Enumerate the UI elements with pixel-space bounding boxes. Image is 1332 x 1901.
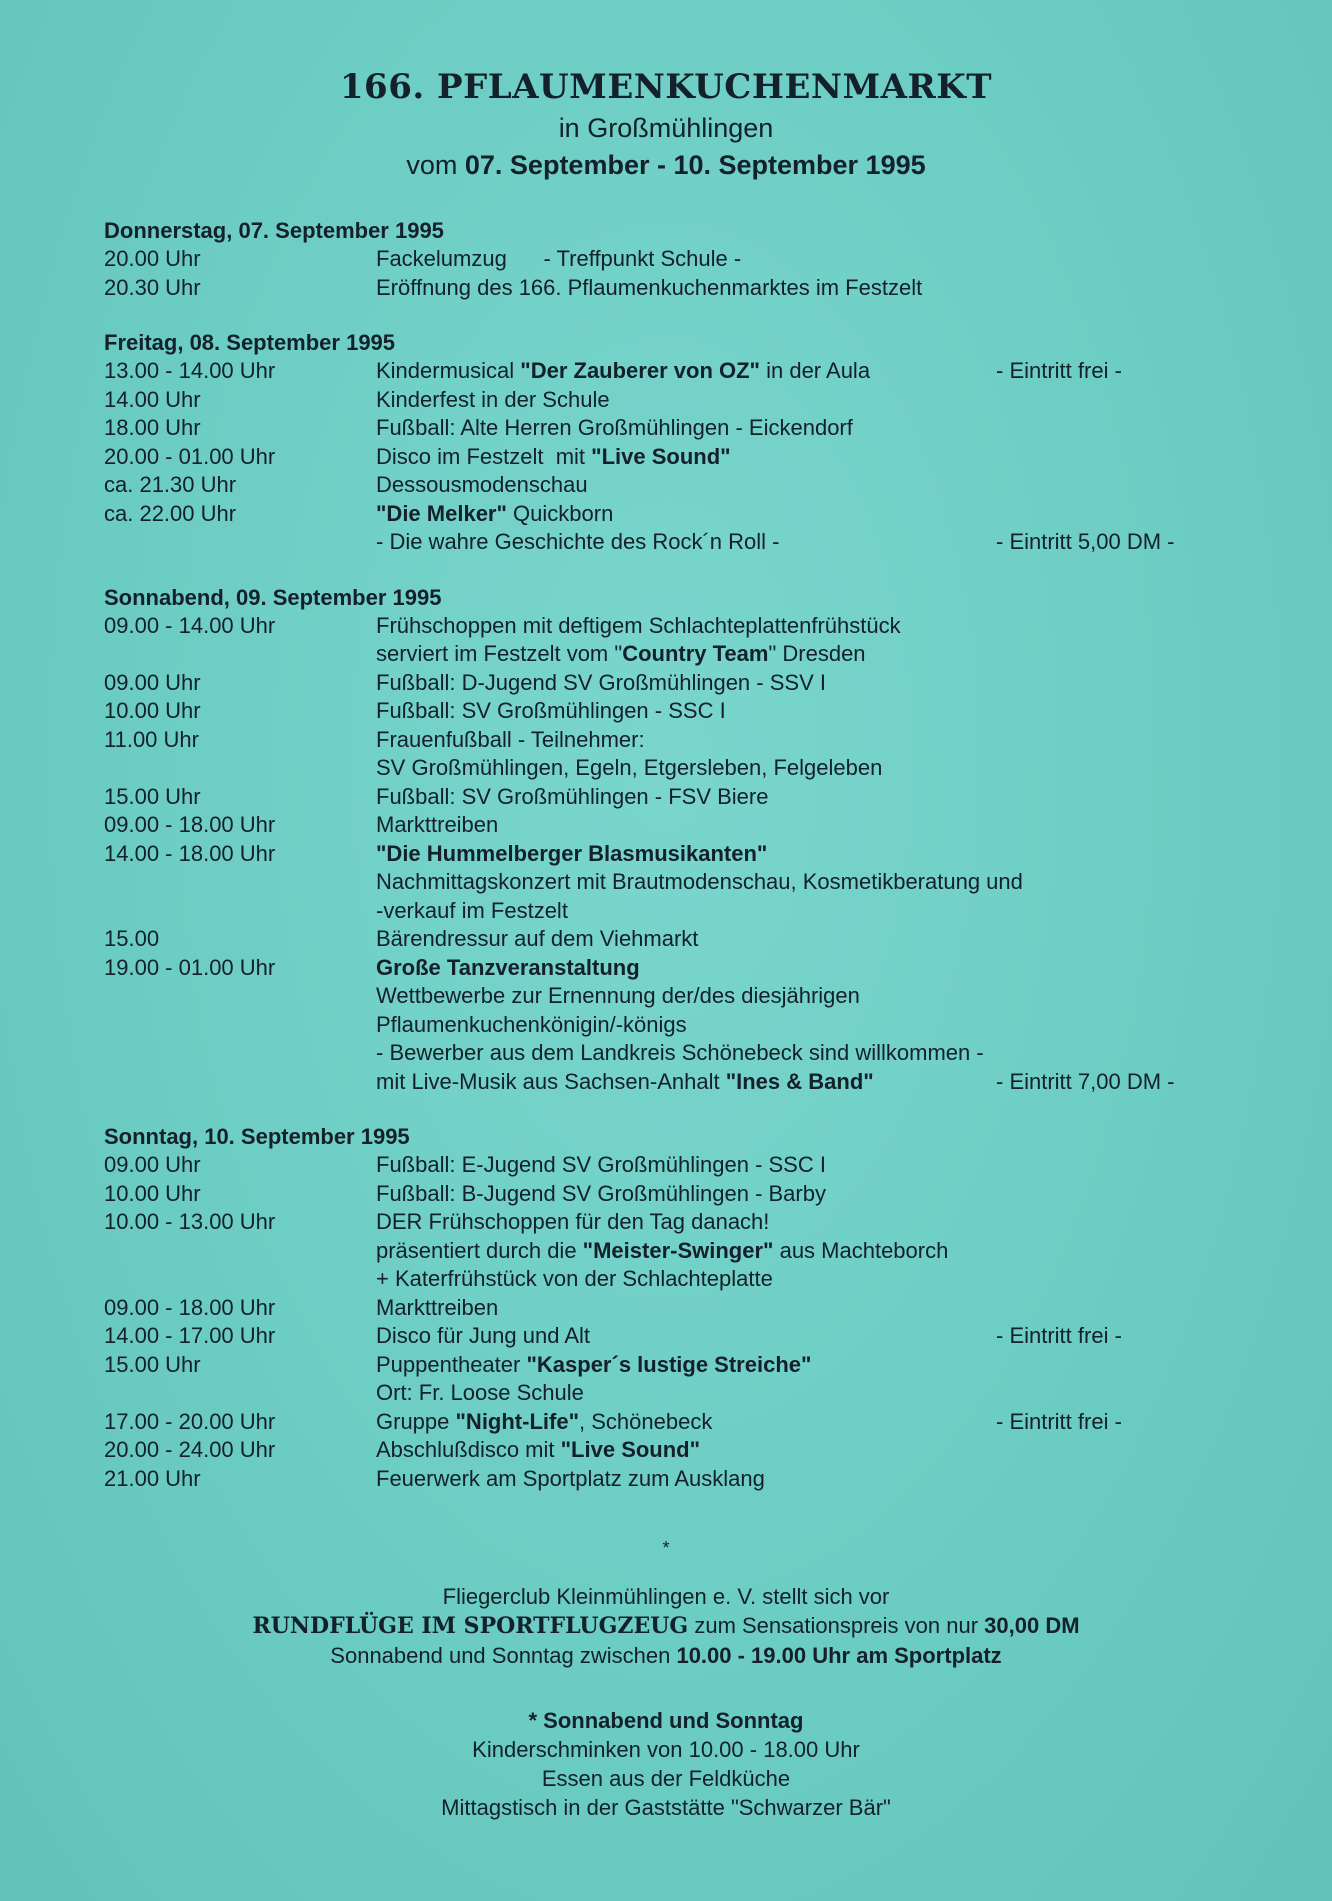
event-time — [104, 1237, 376, 1266]
admission-note — [996, 783, 1236, 812]
admission-note — [996, 726, 1236, 755]
event-text: Frauenfußball - Teilnehmer: — [376, 726, 645, 752]
flyer-line-2 — [0, 1611, 1332, 1641]
event-text: Fußball: SV Großmühlingen - FSV Biere — [376, 783, 769, 809]
event-time: 09.00 Uhr — [104, 669, 201, 695]
schedule-row — [104, 1039, 1244, 1068]
schedule-row — [104, 811, 1244, 840]
event-text: DER Frühschoppen für den Tag danach! — [376, 1209, 770, 1234]
page-title: 166. PFLAUMENKUCHENMARKT — [339, 67, 993, 107]
admission-note — [996, 640, 1236, 669]
schedule-row — [104, 274, 1244, 303]
event-time — [104, 897, 376, 926]
event-description — [376, 245, 996, 274]
event-text: - Bewerber aus dem Landkreis Schönebeck sind willkommen - — [376, 1040, 984, 1065]
event-time: 09.00 - 18.00 Uhr — [104, 1294, 276, 1320]
event-description — [376, 1237, 996, 1266]
schedule-row — [104, 925, 1244, 954]
event-time: 21.00 Uhr — [104, 1465, 201, 1491]
event-text: Fußball: E-Jugend SV Großmühlingen - SSC I — [376, 1152, 826, 1177]
event-description — [376, 528, 996, 557]
event-text: Dessousmodenschau — [376, 472, 588, 497]
event-description — [376, 783, 996, 812]
event-highlight: "Kasper´s lustige Streiche" — [526, 1351, 812, 1377]
schedule-row — [104, 528, 1244, 557]
event-time: 10.00 - 13.00 Uhr — [104, 1209, 276, 1234]
event-text: Wettbewerbe zur Ernennung der/des diesjährigen — [376, 983, 860, 1008]
event-highlight: Country Team — [622, 641, 769, 666]
schedule-row — [104, 1180, 1244, 1209]
event-time: ca. 21.30 Uhr — [104, 472, 237, 497]
event-time: ca. 22.00 Uhr — [104, 500, 237, 526]
event-highlight: "Der Zauberer von OZ" — [520, 358, 760, 383]
admission-note — [996, 612, 1236, 641]
event-description — [376, 754, 996, 783]
event-description — [376, 1265, 996, 1294]
schedule-row — [104, 612, 1244, 641]
event-time: 10.00 Uhr — [104, 698, 201, 723]
event-description — [376, 1408, 996, 1437]
schedule-row — [104, 357, 1244, 386]
event-time: 14.00 Uhr — [104, 386, 201, 412]
event-time — [104, 528, 376, 557]
event-time — [104, 1068, 376, 1097]
event-text: Ort: Fr. Loose Schule — [376, 1380, 584, 1405]
day-section — [104, 216, 1244, 302]
event-time: 13.00 - 14.00 Uhr — [104, 358, 276, 383]
schedule-row — [104, 840, 1244, 869]
event-dates — [0, 146, 1332, 184]
schedule-row — [104, 697, 1244, 726]
schedule-row — [104, 500, 1244, 529]
event-text: Fußball: Alte Herren Großmühlingen - Eickendorf — [376, 415, 853, 440]
flyer-line-3 — [0, 1641, 1332, 1670]
event-description — [376, 1039, 996, 1068]
event-description — [376, 1436, 996, 1465]
event-time — [104, 1379, 376, 1408]
event-description — [376, 386, 996, 415]
schedule-row — [104, 1068, 1244, 1097]
event-text: Pflaumenkuchenkönigin/-königs — [376, 1011, 687, 1037]
event-description — [376, 1068, 996, 1097]
event-highlight: "Live Sound" — [591, 443, 731, 469]
event-text: Eröffnung des 166. Pflaumenkuchenmarktes im Festzelt — [376, 274, 923, 300]
schedule-row — [104, 783, 1244, 812]
event-time: 20.00 - 24.00 Uhr — [104, 1437, 276, 1462]
event-text: Disco im Festzelt mit — [376, 443, 592, 469]
schedule-row — [104, 414, 1244, 443]
schedule-row — [104, 1379, 1244, 1408]
event-text: Markttreiben — [376, 812, 499, 837]
admission-note — [996, 1208, 1236, 1237]
flyer-time-prefix: Sonnabend und Sonntag zwischen — [330, 1643, 677, 1668]
event-text: präsentiert durch die — [376, 1237, 583, 1263]
event-text: -verkauf im Festzelt — [376, 897, 568, 923]
event-time — [104, 1011, 376, 1040]
event-text: Nachmittagskonzert mit Brautmodenschau, Kosmetikberatung und — [376, 869, 1023, 894]
schedule-row — [104, 897, 1244, 926]
event-description — [376, 1180, 996, 1209]
admission-note — [996, 1151, 1236, 1180]
event-text: mit Live-Musik aus Sachsen-Anhalt — [376, 1068, 726, 1094]
event-highlight: "Ines & Band" — [725, 1068, 874, 1094]
event-description — [376, 897, 996, 926]
event-time: 15.00 — [104, 926, 160, 951]
event-description — [376, 471, 996, 500]
event-time: 15.00 Uhr — [104, 783, 201, 809]
flyer-mid: zum Sensationspreis von nur — [688, 1613, 985, 1638]
event-description — [376, 640, 996, 669]
event-time: 19.00 - 01.00 Uhr — [104, 954, 276, 980]
flyer-price: 30,00 DM — [984, 1613, 1080, 1638]
separator-star: * — [662, 1538, 670, 1558]
flight-announcement — [0, 1582, 1332, 1670]
day-section — [104, 583, 1244, 1097]
admission-note — [996, 443, 1236, 472]
event-text: Abschlußdisco mit — [376, 1437, 561, 1462]
event-highlight: "Die Melker" — [376, 500, 507, 526]
event-text: Quickborn — [506, 500, 614, 526]
flyer-time: 10.00 - 19.00 Uhr am Sportplatz — [676, 1643, 1002, 1668]
admission-note: - Eintritt frei - — [996, 1408, 1122, 1434]
event-description — [376, 868, 1023, 897]
flyer-headline: RUNDFLÜGE IM SPORTFLUGZEUG — [252, 1613, 689, 1639]
event-description — [376, 811, 996, 840]
flyer-line-1: Fliegerclub Kleinmühlingen e. V. stellt sich vor — [442, 1584, 890, 1609]
schedule-row — [104, 868, 1244, 897]
schedule-row — [104, 754, 1244, 783]
day-heading: Freitag, 08. September 1995 — [104, 330, 396, 355]
schedule-row — [104, 245, 1244, 274]
event-time: 15.00 Uhr — [104, 1351, 201, 1377]
event-text: Fackelumzug - Treffpunkt Schule - — [376, 246, 742, 271]
admission-note — [996, 811, 1236, 840]
admission-note — [996, 754, 1236, 783]
event-time — [104, 640, 376, 669]
admission-note — [996, 954, 1236, 983]
event-time: 14.00 - 18.00 Uhr — [104, 840, 276, 866]
event-time: 20.00 Uhr — [104, 246, 201, 271]
event-text: Kindermusical — [376, 358, 521, 383]
event-text: Frühschoppen mit deftigem Schlachteplattenfrühstück — [376, 612, 901, 638]
event-highlight: Große Tanzveranstaltung — [376, 954, 640, 980]
extras-heading: * Sonnabend und Sonntag — [528, 1708, 804, 1733]
schedule-row — [104, 1322, 1244, 1351]
admission-note: - Eintritt frei - — [996, 358, 1122, 383]
event-time: 09.00 - 14.00 Uhr — [104, 612, 276, 638]
schedule-row — [104, 982, 1244, 1011]
event-description — [376, 1322, 996, 1351]
event-time: 20.30 Uhr — [104, 274, 201, 300]
admission-note — [996, 1379, 1236, 1408]
admission-note — [996, 1265, 1236, 1294]
event-text: Bärendressur auf dem Viehmarkt — [376, 926, 699, 951]
event-text: Fußball: D-Jugend SV Großmühlingen - SSV I — [376, 669, 826, 695]
schedule-row — [104, 1265, 1244, 1294]
event-description — [376, 925, 996, 954]
event-time — [104, 982, 376, 1011]
extras-line: Kinderschminken von 10.00 - 18.00 Uhr — [472, 1737, 860, 1762]
event-description — [376, 1011, 996, 1040]
schedule-row — [104, 386, 1244, 415]
day-section — [104, 1122, 1244, 1493]
event-text: SV Großmühlingen, Egeln, Etgersleben, Felgeleben — [376, 755, 883, 780]
event-text: + Katerfrühstück von der Schlachteplatte — [376, 1266, 773, 1291]
admission-note — [996, 1436, 1236, 1465]
schedule-row — [104, 640, 1244, 669]
event-text: Puppentheater — [376, 1351, 527, 1377]
event-description — [376, 697, 996, 726]
event-time: 14.00 - 17.00 Uhr — [104, 1323, 276, 1348]
day-heading: Donnerstag, 07. September 1995 — [104, 218, 444, 243]
admission-note: - Eintritt 5,00 DM - — [996, 529, 1175, 554]
event-description — [376, 840, 996, 869]
day-heading: Sonnabend, 09. September 1995 — [104, 584, 442, 610]
event-text: Fußball: SV Großmühlingen - SSC I — [376, 698, 726, 723]
admission-note — [996, 1465, 1236, 1494]
event-time — [104, 1039, 376, 1068]
event-description — [376, 1379, 996, 1408]
admission-note — [996, 1011, 1236, 1040]
admission-note — [996, 386, 1236, 415]
event-text: , Schönebeck — [579, 1408, 713, 1434]
event-time: 09.00 Uhr — [104, 1152, 201, 1177]
subtitle: in Großmühlingen — [558, 113, 774, 143]
admission-note — [996, 414, 1236, 443]
event-text: - Die wahre Geschichte des Rock´n Roll - — [376, 529, 780, 554]
dates-range: 07. September - 10. September 1995 — [464, 150, 926, 180]
admission-note — [996, 669, 1236, 698]
schedule-row — [104, 471, 1244, 500]
event-description — [376, 357, 996, 386]
event-description — [376, 443, 996, 472]
event-description — [376, 500, 996, 529]
event-description — [376, 1294, 996, 1323]
event-text: Markttreiben — [376, 1294, 499, 1320]
event-highlight: "Die Hummelberger Blasmusikanten" — [376, 840, 768, 866]
event-time — [104, 1265, 376, 1294]
schedule-row — [104, 1436, 1244, 1465]
event-time: 18.00 Uhr — [104, 415, 201, 440]
event-description — [376, 1351, 996, 1380]
event-time: 20.00 - 01.00 Uhr — [104, 443, 276, 469]
event-description — [376, 1151, 996, 1180]
admission-note: - Eintritt frei - — [996, 1323, 1122, 1348]
event-description — [376, 274, 996, 303]
schedule-row — [104, 1408, 1244, 1437]
event-text: in der Aula — [759, 358, 871, 383]
event-highlight: "Meister-Swinger" — [582, 1237, 774, 1263]
event-text: Disco für Jung und Alt — [376, 1323, 591, 1348]
schedule-row — [104, 954, 1244, 983]
extras-line: Essen aus der Feldküche — [541, 1766, 791, 1791]
event-time — [104, 868, 376, 897]
day-section — [104, 328, 1244, 557]
admission-note — [996, 1039, 1236, 1068]
admission-note — [996, 1237, 1236, 1266]
event-highlight: "Night-Life" — [455, 1408, 580, 1434]
event-text: Kinderfest in der Schule — [376, 386, 610, 412]
event-description — [376, 669, 996, 698]
admission-note — [996, 1180, 1236, 1209]
header — [0, 66, 1332, 184]
event-highlight: "Live Sound" — [560, 1437, 701, 1462]
event-time — [104, 754, 376, 783]
event-time: 09.00 - 18.00 Uhr — [104, 812, 276, 837]
day-heading: Sonntag, 10. September 1995 — [104, 1124, 410, 1149]
schedule-row — [104, 1151, 1244, 1180]
extras-line: Mittagstisch in der Gaststätte "Schwarzer Bär" — [441, 1795, 891, 1820]
schedule-row — [104, 1294, 1244, 1323]
schedule-row — [104, 669, 1244, 698]
admission-note: - Eintritt 7,00 DM - — [996, 1068, 1175, 1094]
event-time: 11.00 Uhr — [104, 726, 199, 752]
admission-note — [996, 471, 1236, 500]
dates-prefix: vom — [406, 150, 458, 180]
event-description — [376, 612, 996, 641]
admission-note — [996, 1294, 1236, 1323]
event-description — [376, 726, 996, 755]
admission-note — [996, 925, 1236, 954]
admission-note — [996, 840, 1236, 869]
event-text: " Dresden — [768, 641, 866, 666]
schedule-row — [104, 1011, 1244, 1040]
event-description — [376, 982, 996, 1011]
admission-note — [996, 274, 1236, 303]
schedule-row — [104, 443, 1244, 472]
admission-note — [996, 245, 1236, 274]
event-text: Gruppe — [376, 1408, 456, 1434]
schedule-row — [104, 1465, 1244, 1494]
admission-note — [996, 1351, 1236, 1380]
schedule-row — [104, 1208, 1244, 1237]
event-description — [376, 1208, 996, 1237]
event-description — [376, 1465, 996, 1494]
admission-note — [996, 897, 1236, 926]
schedule — [104, 216, 1244, 1519]
event-time: 17.00 - 20.00 Uhr — [104, 1408, 276, 1434]
event-time: 10.00 Uhr — [104, 1180, 201, 1206]
admission-note — [996, 697, 1236, 726]
event-text: Fußball: B-Jugend SV Großmühlingen - Barby — [376, 1180, 826, 1206]
schedule-row — [104, 1351, 1244, 1380]
admission-note — [996, 500, 1236, 529]
event-description — [376, 414, 996, 443]
weekend-extras — [0, 1706, 1332, 1822]
event-description — [376, 954, 996, 983]
schedule-row — [104, 726, 1244, 755]
event-text: Feuerwerk am Sportplatz zum Ausklang — [376, 1465, 765, 1491]
event-text: aus Machteborch — [773, 1237, 949, 1263]
schedule-row — [104, 1237, 1244, 1266]
admission-note — [996, 982, 1236, 1011]
event-text: serviert im Festzelt vom " — [376, 641, 623, 666]
admission-note — [996, 868, 1236, 897]
